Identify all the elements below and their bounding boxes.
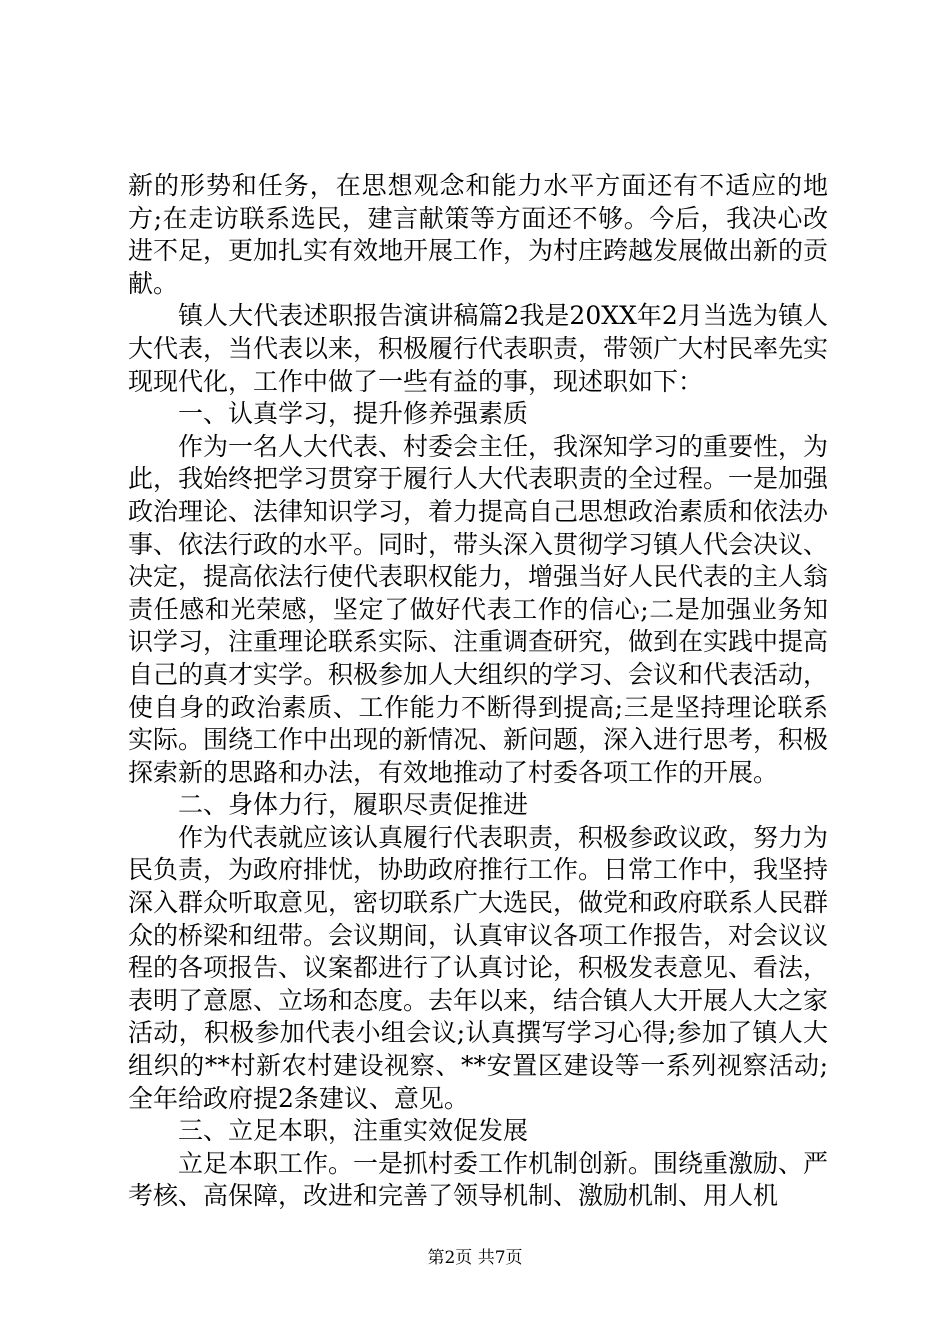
paragraph-duty: 作为代表就应该认真履行代表职责，积极参政议政，努力为民负责，为政府排忧，协助政府推行工作。日常工作中，我坚持深入群众听取意见，密切联系广大选民，做党和政府联系人民群众的桥梁和纽带。会议期间，认真审议各项工作报告，对会议议程的各项报告、议案都进行了认真讨论，积极发表意见、看法，表明了意愿、立场和态度。去年以来，结合镇人大开展人大之家活动，积极参加代表小组会议;认真撰写学习心得;参加了镇人大组织的**村新农村建设视察、**安置区建设等一系列视察活动;全年给政府提2条建议、意见。 (128, 822, 829, 1113)
section-heading-2: 二、身体力行，履职尽责促推进 (178, 790, 529, 820)
document-body (128, 170, 828, 1213)
section-heading-1: 一、认真学习，提升修养强素质 (178, 399, 529, 429)
paragraph-work: 立足本职工作。一是抓村委工作机制创新。围绕重激励、严考核、高保障，改进和完善了领导机制、激励机制、用人机 (128, 1148, 829, 1211)
paragraph-study: 作为一名人大代表、村委会主任，我深知学习的重要性，为此，我始终把学习贯穿于履行人大代表职责的全过程。一是加强政治理论、法律知识学习，着力提高自己思想政治素质和依法办事、依法行政的水平。同时，带头深入贯彻学习镇人代会决议、决定，提高依法行使代表职权能力，增强当好人民代表的主人翁责任感和光荣感，坚定了做好代表工作的信心;二是加强业务知识学习，注重理论联系实际、注重调查研究，做到在实践中提高自己的真才实学。积极参加人大组织的学习、会议和代表活动，使自身的政治素质、工作能力不断得到提高;三是坚持理论联系实际。围绕工作中出现的新情况、新问题，深入进行思考，积极探索新的思路和办法，有效地推动了村委各项工作的开展。 (128, 431, 829, 787)
paragraph-continuation: 新的形势和任务，在思想观念和能力水平方面还有不适应的地方;在走访联系选民，建言献策等方面还不够。今后，我决心改进不足，更加扎实有效地开展工作，为村庄跨越发展做出新的贡献。 (128, 171, 829, 298)
paragraph-intro: 镇人大代表述职报告演讲稿篇2我是20XX年2月当选为镇人大代表，当代表以来，积极履行代表职责，带领广大村民率先实现现代化，工作中做了一些有益的事，现述职如下： (128, 301, 829, 396)
page-footer: 第2页 共7页 (427, 1248, 523, 1268)
section-heading-3: 三、立足本职，注重实效促发展 (178, 1116, 529, 1146)
